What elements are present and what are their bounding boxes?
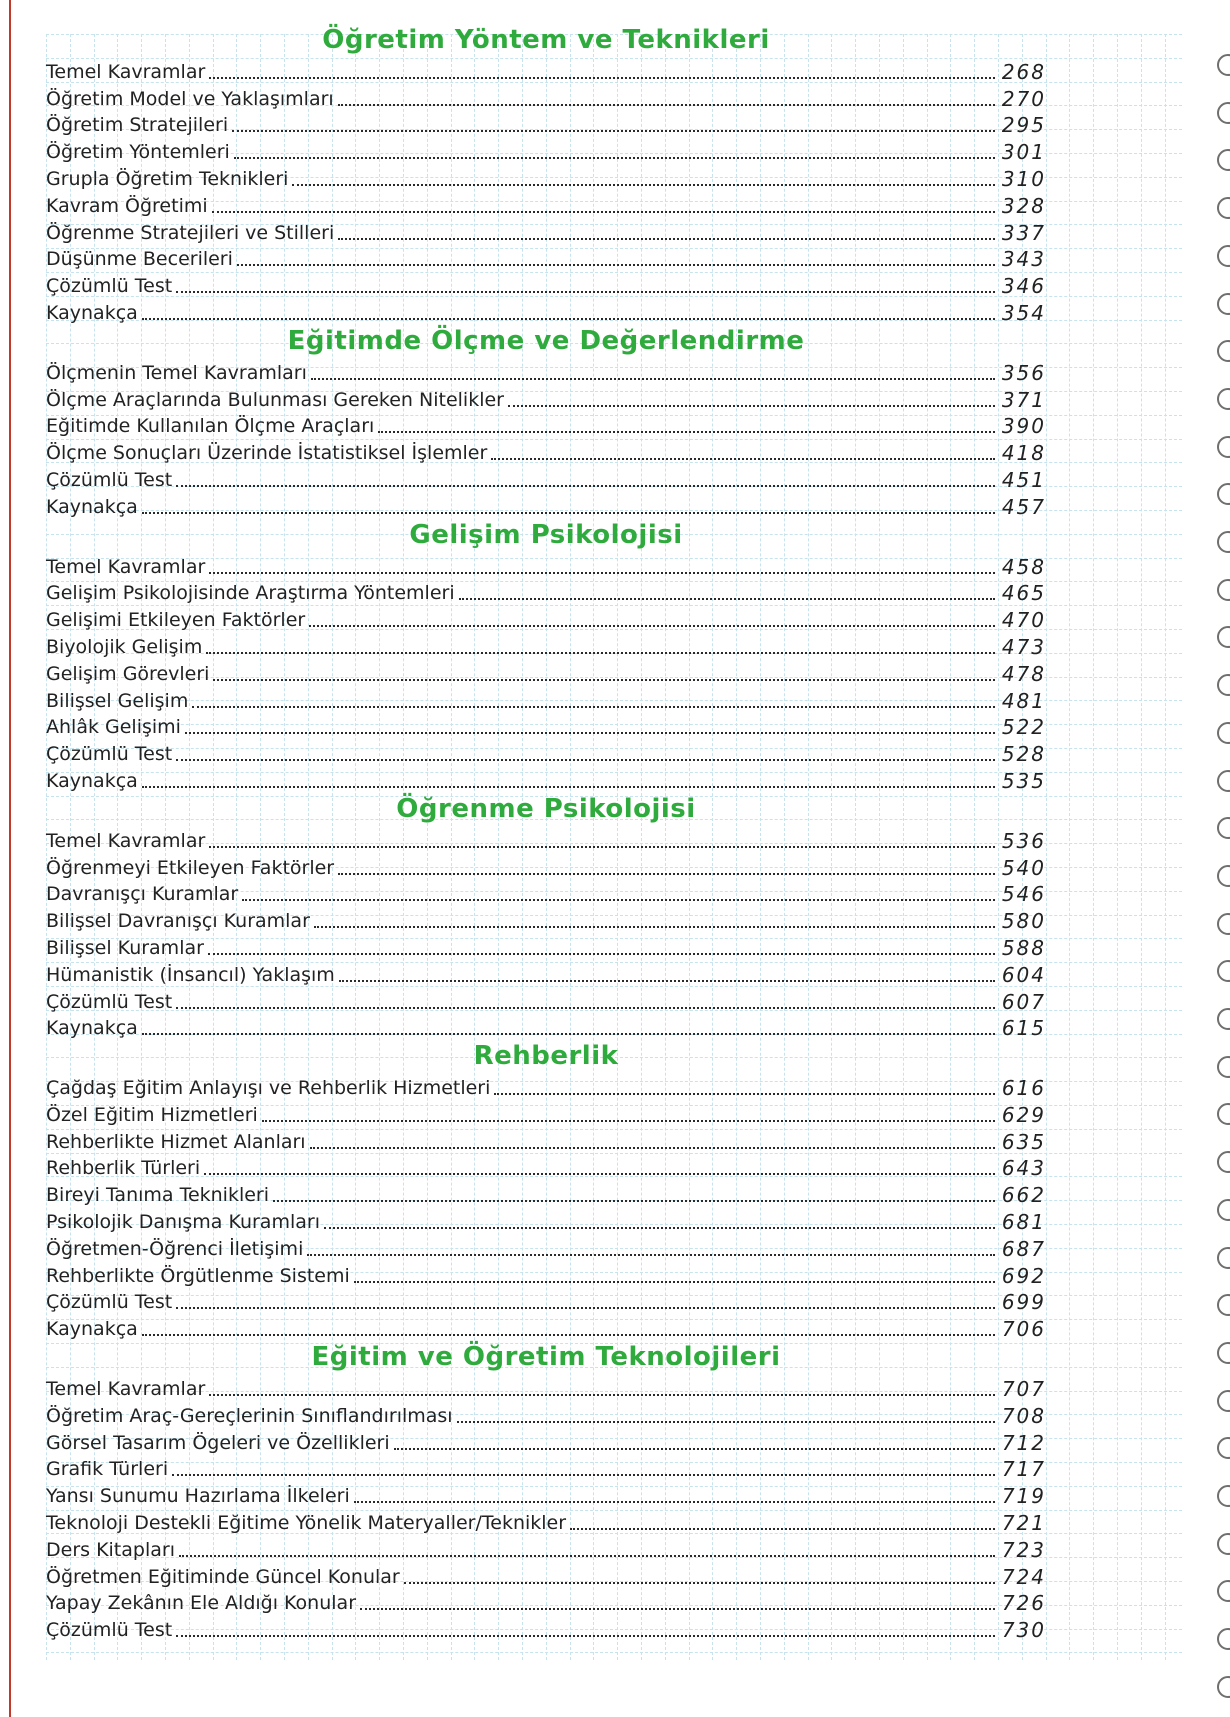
binding-ring-icon — [1217, 1485, 1230, 1507]
toc-entry-label: Öğretim Model ve Yaklaşımları — [46, 87, 334, 110]
toc-entry — [46, 1455, 1046, 1482]
toc-entry-label: Teknoloji Destekli Eğitime Yönelik Materyaller/Teknikler — [46, 1512, 567, 1535]
dotted-leader — [354, 1501, 995, 1503]
toc-entry — [46, 492, 1046, 519]
toc-page-number: 328 — [1001, 193, 1046, 218]
toc-page-number: 465 — [1001, 581, 1046, 606]
binding-ring-icon — [1217, 817, 1230, 839]
toc-entry-label: Rehberlikte Örgütlenme Sistemi — [46, 1264, 350, 1287]
toc-entry-label: Öğretim Yöntemleri — [46, 141, 230, 164]
dotted-leader — [339, 980, 995, 982]
toc-page-number: 473 — [1001, 634, 1046, 659]
toc-entry-label: Görsel Tasarım Ögeleri ve Özellikleri — [46, 1431, 390, 1454]
binding-ring-icon — [1217, 1437, 1230, 1459]
dotted-leader — [208, 953, 995, 955]
toc-entry-label: Rehberlikte Hizmet Alanları — [46, 1130, 306, 1153]
toc-entry-label: Özel Eğitim Hizmetleri — [46, 1103, 258, 1126]
dotted-leader — [192, 706, 994, 708]
table-of-contents — [46, 24, 1046, 1642]
binding-ring-icon — [1217, 1247, 1230, 1269]
toc-entry — [46, 271, 1046, 298]
dotted-leader — [459, 598, 995, 600]
dotted-leader — [508, 405, 995, 407]
toc-page-number: 536 — [1001, 828, 1046, 853]
toc-page-number: 457 — [1001, 494, 1046, 519]
binding-ring-icon — [1217, 1676, 1230, 1698]
toc-page-number: 270 — [1001, 86, 1046, 111]
toc-entry — [46, 1481, 1046, 1508]
toc-entry-label: Kaynakça — [46, 1017, 138, 1040]
dotted-leader — [209, 572, 995, 574]
toc-entry-label: Grafik Türleri — [46, 1458, 169, 1481]
dotted-leader — [185, 732, 995, 734]
dotted-leader — [310, 1147, 995, 1149]
dotted-leader — [209, 846, 995, 848]
grid-line-vertical — [1117, 34, 1118, 1660]
binding-ring-icon — [1217, 388, 1230, 410]
toc-page-number: 730 — [1001, 1618, 1046, 1643]
toc-page-number: 719 — [1001, 1484, 1046, 1509]
dotted-leader — [176, 1307, 995, 1309]
toc-entry — [46, 1207, 1046, 1234]
toc-entry — [46, 826, 1046, 853]
binding-ring-icon — [1217, 1151, 1230, 1173]
toc-page-number: 724 — [1001, 1564, 1046, 1589]
dotted-leader — [209, 77, 995, 79]
binding-ring-icon — [1217, 197, 1230, 219]
toc-page-number: 356 — [1001, 360, 1046, 385]
section-header: Eğitim ve Öğretim Teknolojileri — [311, 1342, 781, 1373]
grid-line-vertical — [1165, 34, 1166, 1660]
binding-ring-icon — [1217, 245, 1230, 267]
binding-ring-icon — [1217, 913, 1230, 935]
toc-page-number: 629 — [1001, 1102, 1046, 1127]
dotted-leader — [314, 926, 995, 928]
toc-page-number: 699 — [1001, 1290, 1046, 1315]
binding-ring-icon — [1217, 54, 1230, 76]
toc-entry — [46, 906, 1046, 933]
toc-entry-label: Kaynakça — [46, 1318, 138, 1341]
binding-ring-icon — [1217, 626, 1230, 648]
toc-entry — [46, 766, 1046, 793]
toc-entry — [46, 933, 1046, 960]
toc-page-number: 635 — [1001, 1129, 1046, 1154]
toc-entry — [46, 1374, 1046, 1401]
toc-entry-label: Kaynakça — [46, 495, 138, 518]
binding-ring-icon — [1217, 483, 1230, 505]
toc-entry — [46, 853, 1046, 880]
toc-entry — [46, 465, 1046, 492]
dotted-leader — [209, 1394, 995, 1396]
binding-ring-icon — [1217, 1056, 1230, 1078]
toc-entry-label: Çözümlü Test — [46, 275, 173, 298]
toc-page-number: 458 — [1001, 554, 1046, 579]
toc-entry — [46, 552, 1046, 579]
binding-ring-icon — [1217, 1628, 1230, 1650]
dotted-leader — [172, 1474, 995, 1476]
toc-entry — [46, 632, 1046, 659]
toc-entry-label: Temel Kavramlar — [46, 1378, 206, 1401]
toc-entry — [46, 880, 1046, 907]
toc-entry — [46, 1180, 1046, 1207]
toc-page-number: 681 — [1001, 1210, 1046, 1235]
dotted-leader — [404, 1582, 995, 1584]
toc-entry-label: Biyolojik Gelişim — [46, 635, 203, 658]
binding-ring-icon — [1217, 102, 1230, 124]
toc-entry — [46, 191, 1046, 218]
toc-entry — [46, 218, 1046, 245]
dotted-leader — [494, 1093, 994, 1095]
toc-entry — [46, 245, 1046, 272]
toc-entry-label: Öğretim Araç-Gereçlerinin Sınıflandırılması — [46, 1404, 453, 1427]
binding-ring-icon — [1217, 960, 1230, 982]
toc-page-number: 268 — [1001, 59, 1046, 84]
toc-entry — [46, 1562, 1046, 1589]
toc-page-number: 616 — [1001, 1076, 1046, 1101]
toc-page-number: 451 — [1001, 467, 1046, 492]
toc-entry — [46, 1401, 1046, 1428]
dotted-leader — [142, 1033, 995, 1035]
toc-page-number: 478 — [1001, 661, 1046, 686]
toc-entry — [46, 605, 1046, 632]
toc-page-number: 540 — [1001, 855, 1046, 880]
toc-entry — [46, 57, 1046, 84]
toc-entry — [46, 111, 1046, 138]
toc-page-number: 723 — [1001, 1537, 1046, 1562]
binding-ring-icon — [1217, 579, 1230, 601]
toc-entry — [46, 1127, 1046, 1154]
toc-entry-label: Çağdaş Eğitim Anlayışı ve Rehberlik Hizmetleri — [46, 1077, 491, 1100]
toc-entry — [46, 1100, 1046, 1127]
toc-page-number: 580 — [1001, 909, 1046, 934]
dotted-leader — [491, 458, 995, 460]
toc-page-number: 337 — [1001, 220, 1046, 245]
toc-page-number: 708 — [1001, 1403, 1046, 1428]
binding-ring-icon — [1217, 674, 1230, 696]
grid-line-vertical — [1093, 34, 1094, 1660]
binding-ring-icon — [1217, 149, 1230, 171]
dotted-leader — [142, 786, 995, 788]
toc-entry-label: Çözümlü Test — [46, 468, 173, 491]
toc-entry-label: Davranışçı Kuramlar — [46, 883, 239, 906]
toc-page-number: 295 — [1001, 113, 1046, 138]
toc-entry — [46, 164, 1046, 191]
toc-entry-label: Temel Kavramlar — [46, 555, 206, 578]
toc-page-number: 607 — [1001, 989, 1046, 1014]
toc-entry — [46, 960, 1046, 987]
toc-entry — [46, 84, 1046, 111]
section-header: Gelişim Psikolojisi — [409, 519, 683, 550]
toc-entry — [46, 1589, 1046, 1616]
toc-entry-label: Grupla Öğretim Teknikleri — [46, 167, 289, 190]
toc-entry-label: Ahlâk Gelişimi — [46, 716, 181, 739]
toc-entry — [46, 739, 1046, 766]
dotted-leader — [338, 238, 995, 240]
toc-entry — [46, 1314, 1046, 1341]
toc-entry — [46, 1535, 1046, 1562]
toc-page-number: 346 — [1001, 274, 1046, 299]
section-header: Öğrenme Psikolojisi — [396, 793, 696, 824]
toc-page-number: 354 — [1001, 300, 1046, 325]
toc-entry-label: Gelişim Görevleri — [46, 662, 210, 685]
toc-entry-label: Çözümlü Test — [46, 1291, 173, 1314]
dotted-leader — [142, 318, 995, 320]
toc-entry-label: Rehberlik Türleri — [46, 1157, 201, 1180]
dotted-leader — [570, 1528, 995, 1530]
toc-page-number: 390 — [1001, 414, 1046, 439]
toc-entry — [46, 438, 1046, 465]
dotted-leader — [176, 1007, 995, 1009]
toc-entry-label: Bireyi Tanıma Teknikleri — [46, 1184, 270, 1207]
toc-entry — [46, 1261, 1046, 1288]
section-header: Öğretim Yöntem ve Teknikleri — [322, 25, 770, 55]
toc-entry-label: Yapay Zekânın Ele Aldığı Konular — [46, 1592, 357, 1615]
toc-page-number: 717 — [1001, 1457, 1046, 1482]
toc-entry — [46, 659, 1046, 686]
binding-ring-icon — [1217, 770, 1230, 792]
toc-entry — [46, 1014, 1046, 1041]
binding-ring-icon — [1217, 865, 1230, 887]
section-header: Rehberlik — [473, 1041, 619, 1072]
toc-page-number: 481 — [1001, 688, 1046, 713]
dotted-leader — [354, 1281, 995, 1283]
dotted-leader — [176, 759, 995, 761]
toc-entry-label: Hümanistik (İnsancıl) Yaklaşım — [46, 963, 335, 986]
toc-entry — [46, 137, 1046, 164]
toc-entry — [46, 686, 1046, 713]
toc-entry-label: Ölçmenin Temel Kavramları — [46, 361, 307, 384]
toc-entry-label: Temel Kavramlar — [46, 829, 206, 852]
toc-page-number: 310 — [1001, 166, 1046, 191]
toc-entry-label: Bilişsel Kuramlar — [46, 936, 204, 959]
toc-entry — [46, 1508, 1046, 1535]
binding-ring-icon — [1217, 1103, 1230, 1125]
dotted-leader — [394, 1448, 995, 1450]
toc-entry — [46, 298, 1046, 325]
toc-entry — [46, 1428, 1046, 1455]
toc-entry-label: Öğretim Stratejileri — [46, 114, 229, 137]
dotted-leader — [176, 1635, 995, 1637]
toc-entry — [46, 358, 1046, 385]
toc-page-number: 470 — [1001, 608, 1046, 633]
dotted-leader — [176, 485, 995, 487]
binding-ring-icon — [1217, 293, 1230, 315]
toc-entry-label: Çözümlü Test — [46, 1619, 173, 1642]
toc-entry-label: Bilişsel Gelişim — [46, 689, 189, 712]
toc-entry — [46, 1073, 1046, 1100]
toc-entry-label: Yansı Sunumu Hazırlama İlkeleri — [46, 1485, 350, 1508]
dotted-leader — [324, 1227, 995, 1229]
grid-line-horizontal — [46, 1652, 1182, 1653]
toc-entry-label: Gelişim Psikolojisinde Araştırma Yöntemleri — [46, 582, 455, 605]
dotted-leader — [307, 1254, 994, 1256]
toc-page-number: 615 — [1001, 1016, 1046, 1041]
dotted-leader — [142, 1334, 995, 1336]
binding-ring-icon — [1217, 1199, 1230, 1221]
toc-entry — [46, 579, 1046, 606]
toc-page-number: 643 — [1001, 1156, 1046, 1181]
section-header: Eğitimde Ölçme ve Değerlendirme — [287, 325, 805, 356]
toc-page-number: 706 — [1001, 1317, 1046, 1342]
grid-line-vertical — [1141, 34, 1142, 1660]
toc-entry-label: Ders Kitapları — [46, 1538, 175, 1561]
dotted-leader — [309, 625, 995, 627]
dotted-leader — [273, 1200, 995, 1202]
binding-ring-icon — [1217, 436, 1230, 458]
dotted-leader — [204, 1173, 995, 1175]
toc-entry — [46, 987, 1046, 1014]
toc-entry — [46, 1154, 1046, 1181]
dotted-leader — [176, 291, 995, 293]
toc-entry-label: Öğrenme Stratejileri ve Stilleri — [46, 221, 335, 244]
toc-page-number: 588 — [1001, 935, 1046, 960]
dotted-leader — [360, 1608, 995, 1610]
dotted-leader — [457, 1421, 995, 1423]
toc-entry — [46, 385, 1046, 412]
toc-entry-label: Öğretmen Eğitiminde Güncel Konular — [46, 1565, 400, 1588]
toc-page-number: 522 — [1001, 715, 1046, 740]
toc-page-number: 528 — [1001, 742, 1046, 767]
toc-page-number: 604 — [1001, 962, 1046, 987]
dotted-leader — [212, 211, 995, 213]
dotted-leader — [237, 264, 995, 266]
toc-entry-label: Ölçme Sonuçları Üzerinde İstatistiksel İşlemler — [46, 442, 488, 465]
toc-entry-label: Psikolojik Danışma Kuramları — [46, 1211, 320, 1234]
toc-entry-label: Öğretmen-Öğrenci İletişimi — [46, 1237, 304, 1260]
toc-entry-label: Kaynakça — [46, 769, 138, 792]
dotted-leader — [234, 157, 995, 159]
dotted-leader — [179, 1555, 995, 1557]
toc-page-number: 371 — [1001, 387, 1046, 412]
toc-entry — [46, 412, 1046, 439]
toc-entry — [46, 1288, 1046, 1315]
binding-ring-icon — [1217, 531, 1230, 553]
dotted-leader — [338, 873, 995, 875]
notebook-margin-line — [9, 0, 11, 1717]
toc-entry-label: Kavram Öğretimi — [46, 194, 208, 217]
toc-entry — [46, 713, 1046, 740]
dotted-leader — [338, 104, 995, 106]
toc-entry-label: Ölçme Araçlarında Bulunması Gereken Nitelikler — [46, 388, 504, 411]
toc-page-number: 546 — [1001, 882, 1046, 907]
toc-page-number: 707 — [1001, 1377, 1046, 1402]
binding-ring-icon — [1217, 1390, 1230, 1412]
dotted-leader — [232, 130, 995, 132]
dotted-leader — [242, 899, 995, 901]
toc-entry-label: Çözümlü Test — [46, 990, 173, 1013]
dotted-leader — [142, 512, 995, 514]
toc-page-number: 687 — [1001, 1236, 1046, 1261]
toc-entry-label: Düşünme Becerileri — [46, 248, 233, 271]
toc-page-number: 662 — [1001, 1183, 1046, 1208]
binding-ring-icon — [1217, 722, 1230, 744]
binding-ring-icon — [1217, 1294, 1230, 1316]
toc-page-number: 721 — [1001, 1511, 1046, 1536]
binding-ring-icon — [1217, 1008, 1230, 1030]
toc-entry — [46, 1615, 1046, 1642]
toc-entry-label: Temel Kavramlar — [46, 60, 206, 83]
dotted-leader — [378, 431, 995, 433]
toc-page-number: 343 — [1001, 247, 1046, 272]
grid-line-vertical — [1069, 34, 1070, 1660]
toc-entry-label: Öğrenmeyi Etkileyen Faktörler — [46, 856, 335, 879]
toc-entry-label: Gelişimi Etkileyen Faktörler — [46, 609, 306, 632]
binding-ring-icon — [1217, 1580, 1230, 1602]
toc-entry — [46, 1234, 1046, 1261]
toc-page-number: 712 — [1001, 1430, 1046, 1455]
toc-page-number: 692 — [1001, 1263, 1046, 1288]
toc-page-number: 535 — [1001, 768, 1046, 793]
toc-entry-label: Kaynakça — [46, 301, 138, 324]
dotted-leader — [292, 184, 994, 186]
binding-ring-icon — [1217, 1342, 1230, 1364]
binding-ring-icon — [1217, 1533, 1230, 1555]
dotted-leader — [262, 1120, 995, 1122]
dotted-leader — [206, 652, 994, 654]
toc-entry-label: Çözümlü Test — [46, 743, 173, 766]
toc-entry-label: Bilişsel Davranışçı Kuramlar — [46, 910, 310, 933]
dotted-leader — [213, 679, 994, 681]
dotted-leader — [311, 378, 995, 380]
toc-entry-label: Eğitimde Kullanılan Ölçme Araçları — [46, 415, 375, 438]
binding-ring-icon — [1217, 340, 1230, 362]
toc-page-number: 418 — [1001, 441, 1046, 466]
toc-page-number: 726 — [1001, 1591, 1046, 1616]
toc-page-number: 301 — [1001, 140, 1046, 165]
